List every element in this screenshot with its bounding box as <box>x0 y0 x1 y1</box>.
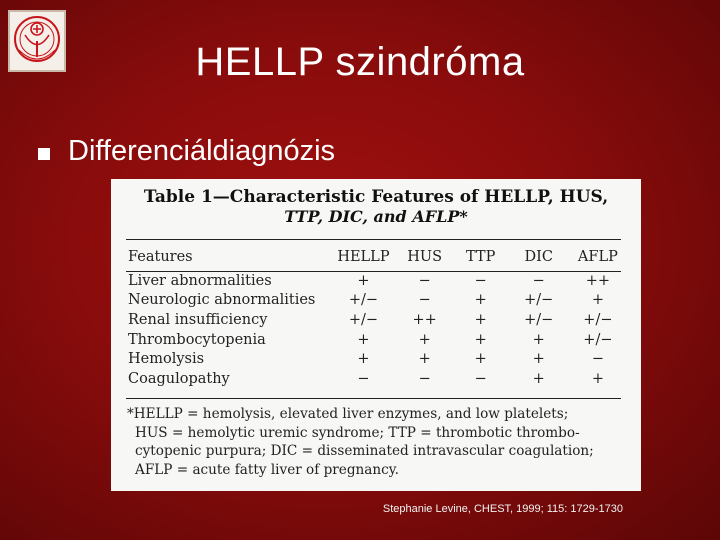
cell-value: + <box>474 311 487 328</box>
cell-value: + <box>418 331 431 348</box>
table-image <box>111 179 641 491</box>
bullet-item <box>38 135 335 168</box>
bullet-text: Differenciáldiagnózis <box>68 135 336 167</box>
row-label: Neurologic abnormalities <box>128 292 316 309</box>
cell-value: − <box>591 351 604 368</box>
footnote-line: AFLP = acute fatty liver of pregnancy. <box>135 461 399 478</box>
cell-value: + <box>591 292 604 309</box>
cell-value: + <box>532 351 545 368</box>
row-label: Hemolysis <box>128 351 205 368</box>
cell-value: + <box>474 331 487 348</box>
table-header-rule <box>126 271 621 272</box>
table-title-line1: Table 1—Characteristic Features of HELLP, HUS, <box>143 187 609 207</box>
cell-value: + <box>591 370 604 387</box>
table-footnote <box>127 405 623 479</box>
cell-value: + <box>357 272 370 289</box>
cell-value: ++ <box>585 272 611 289</box>
cell-value: +/− <box>348 311 379 328</box>
footnote-line: HUS = hemolytic uremic syndrome; TTP = thrombotic thrombo- <box>135 424 580 441</box>
cell-value: + <box>532 370 545 387</box>
cell-value: − <box>357 370 370 387</box>
col-header-hellp: HELLP <box>337 249 390 265</box>
features-table <box>128 243 628 389</box>
cell-value: + <box>357 351 370 368</box>
cell-value: − <box>418 370 431 387</box>
cell-value: +/− <box>524 311 554 328</box>
cell-value: + <box>474 292 487 309</box>
table-title <box>111 187 641 227</box>
row-label: Thrombocytopenia <box>128 331 266 348</box>
cell-value: +/− <box>583 331 613 348</box>
col-header-dic: DIC <box>524 249 553 265</box>
col-header-aflp: AFLP <box>577 249 618 265</box>
table-row <box>128 310 628 330</box>
table-row <box>128 369 628 389</box>
col-header-ttp: TTP <box>465 249 496 265</box>
cell-value: − <box>418 292 431 309</box>
table-row <box>128 291 628 311</box>
table-bottom-rule <box>126 398 621 399</box>
row-label: Renal insufficiency <box>128 311 268 328</box>
row-label: Liver abnormalities <box>128 272 272 289</box>
citation: Stephanie Levine, CHEST, 1999; 115: 1729-1730 <box>382 503 623 515</box>
cell-value: + <box>357 331 370 348</box>
cell-value: − <box>532 272 545 289</box>
table-row <box>128 349 628 369</box>
cell-value: − <box>418 272 431 289</box>
cell-value: ++ <box>412 311 437 328</box>
table-title-line2: TTP, DIC, and AFLP* <box>284 207 468 226</box>
cell-value: + <box>474 351 487 368</box>
table-top-rule <box>126 239 621 240</box>
slide-title: HELLP szindróma <box>195 40 525 84</box>
footnote-line: *HELLP = hemolysis, elevated liver enzymes, and low platelets; <box>127 406 569 422</box>
col-header-hus: HUS <box>407 249 443 265</box>
table-row <box>128 330 628 350</box>
cell-value: − <box>474 272 487 289</box>
cell-value: +/− <box>348 292 379 309</box>
square-bullet-icon <box>38 148 50 160</box>
table-header-row <box>128 243 628 271</box>
col-header-features: Features <box>128 249 193 265</box>
cell-value: − <box>474 370 487 387</box>
table-row <box>128 271 628 291</box>
cell-value: + <box>418 351 431 368</box>
cell-value: +/− <box>583 311 613 328</box>
cell-value: + <box>532 331 545 348</box>
row-label: Coagulopathy <box>128 370 230 387</box>
cell-value: +/− <box>524 292 554 309</box>
footnote-line: cytopenic purpura; DIC = disseminated intravascular coagulation; <box>135 443 594 459</box>
